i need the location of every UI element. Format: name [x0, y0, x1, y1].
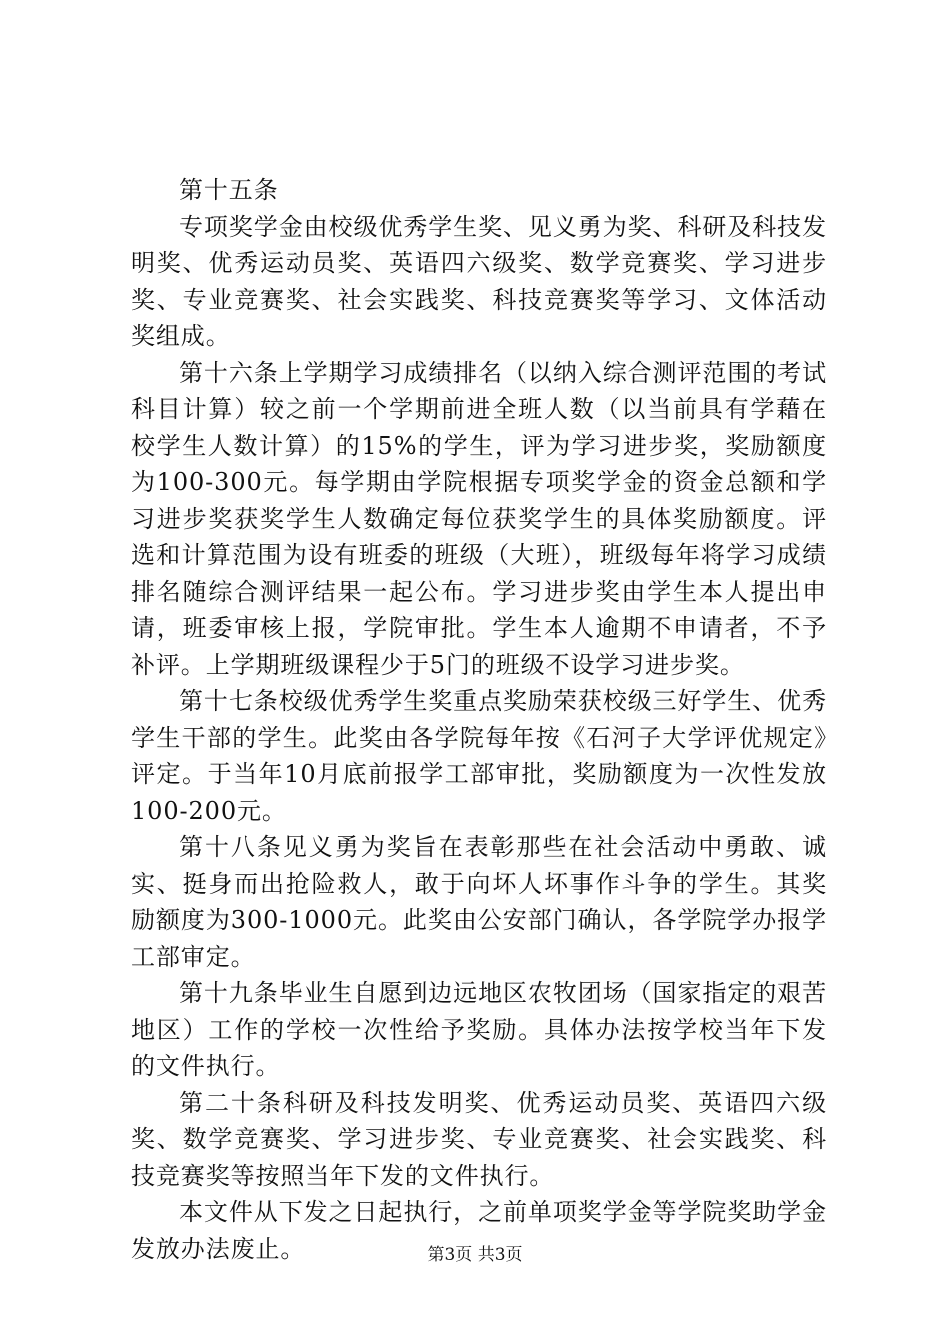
article-17-text: 第十七条校级优秀学生奖重点奖励荣获校级三好学生、优秀学生干部的学生。此奖由各学院每年按《石河子大学评优规定》评定。于当年10月底前报学工部审批，奖励额度为一次性发放100-200元。: [131, 687, 827, 825]
page-footer: [0, 1243, 950, 1267]
article-20-text: 第二十条科研及科技发明奖、优秀运动员奖、英语四六级奖、数学竞赛奖、学习进步奖、专业竞赛奖、社会实践奖、科技竞赛奖等按照当年下发的文件执行。: [131, 1088, 827, 1190]
article-16-text: 第十六条上学期学习成绩排名（以纳入综合测评范围的考试科目计算）较之前一个学期前进全班人数（以当前具有学藉在校学生人数计算）的15%的学生，评为学习进步奖，奖励额度为100-300元。每学期由学院根据专项奖学金的资金总额和学习进步奖获奖学生人数确定每位获奖学生的具体奖励额度。评选和计算范围为设有班委的班级（大班），班级每年将学习成绩排名随综合测评结果一起公布。学习进步奖由学生本人提出申请，班委审核上报，学院审批。学生本人逾期不申请者，不予补评。上学期班级课程少于5门的班级不设学习进步奖。: [131, 358, 827, 679]
effective-date-text: 本文件从下发之日起执行，之前单项奖学金等学院奖助学金发放办法废止。: [131, 1198, 827, 1263]
document-body: [131, 172, 827, 1267]
article-15-heading: 第十五条: [179, 176, 279, 204]
article-18-text: 第十八条见义勇为奖旨在表彰那些在社会活动中勇敢、诚实、挺身而出抢险救人，敢于向坏人坏事作斗争的学生。其奖励额度为300-1000元。此奖由公安部门确认，各学院学办报学工部审定。: [131, 833, 827, 971]
article-19-text: 第十九条毕业生自愿到边远地区农牧团场（国家指定的艰苦地区）工作的学校一次性给予奖励。具体办法按学校当年下发的文件执行。: [131, 979, 827, 1080]
page-number-label: 第3页 共3页: [427, 1245, 523, 1265]
article-15-text: 专项奖学金由校级优秀学生奖、见义勇为奖、科研及科技发明奖、优秀运动员奖、英语四六级奖、数学竞赛奖、学习进步奖、专业竞赛奖、社会实践奖、科技竞赛奖等学习、文体活动奖组成。: [131, 212, 827, 350]
